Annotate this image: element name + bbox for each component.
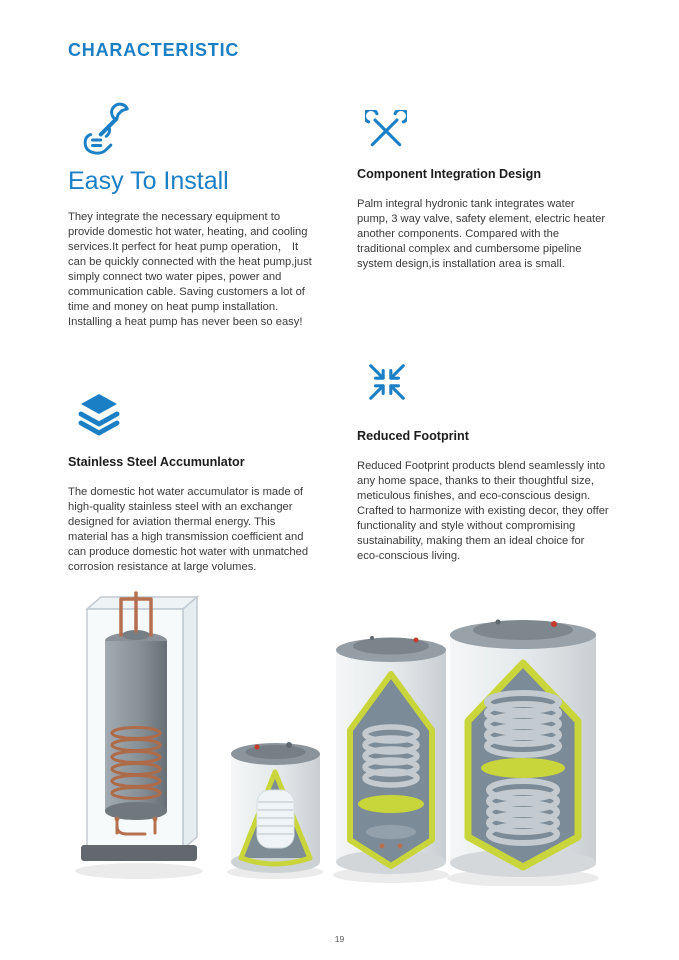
product-tanks-illustration — [64, 578, 612, 886]
feature-body: Reduced Footprint products blend seamlessly into any home space, thanks to their thoughtful size, meticulous finishes, and eco-conscious design. Crafted to harmonize with existing decor, they offer functionality and style without compromising sustainability, making them an ideal choice for eco-conscious living. — [357, 460, 609, 562]
page-number: 19 — [334, 934, 345, 944]
feature-body: They integrate the necessary equipment to provide domestic hot water, heating, and cooling services.It perfect for heat pump operation， It can be quickly connected with the heat pump,just simply connect two water pipes, power and communication cable. Saving customers a lot of time and money on heat pump installation. Installing a heat pump has never been so easy! — [68, 211, 312, 328]
section-stainless-accumulator — [68, 390, 314, 575]
compress-arrows-icon — [365, 360, 609, 409]
crossed-tools-icon — [365, 110, 607, 157]
page-title: CHARACTERISTIC — [68, 40, 240, 60]
feature-body: The domestic hot water accumulator is made of high-quality stainless steel with an exchanger designed for aviation thermal energy. This material has a high transmission coefficient and can produce domestic hot water with unmatched corrosion resistance at large volumes. — [68, 486, 309, 573]
tank-large-cutaway — [447, 620, 599, 887]
section-easy-to-install — [68, 98, 312, 330]
section-reduced-footprint — [357, 360, 609, 564]
tank-medium-cutaway — [333, 636, 449, 883]
feature-heading: Stainless Steel Accumunlator — [68, 455, 245, 469]
section-component-integration — [357, 110, 607, 272]
hand-wrench-icon — [76, 98, 304, 165]
feature-heading: Component Integration Design — [357, 167, 542, 181]
layers-icon — [76, 390, 314, 441]
feature-heading: Reduced Footprint — [357, 429, 469, 443]
tank-clear-enclosure — [75, 593, 203, 879]
feature-body: Palm integral hydronic tank integrates water pump, 3 way valve, safety element, electric heater another components. Compared with the traditional complex and cumbersome pipeline system design,is installation area is small. — [357, 198, 606, 270]
feature-heading: Easy To Install — [68, 167, 229, 195]
tank-small-cutaway — [227, 742, 323, 879]
